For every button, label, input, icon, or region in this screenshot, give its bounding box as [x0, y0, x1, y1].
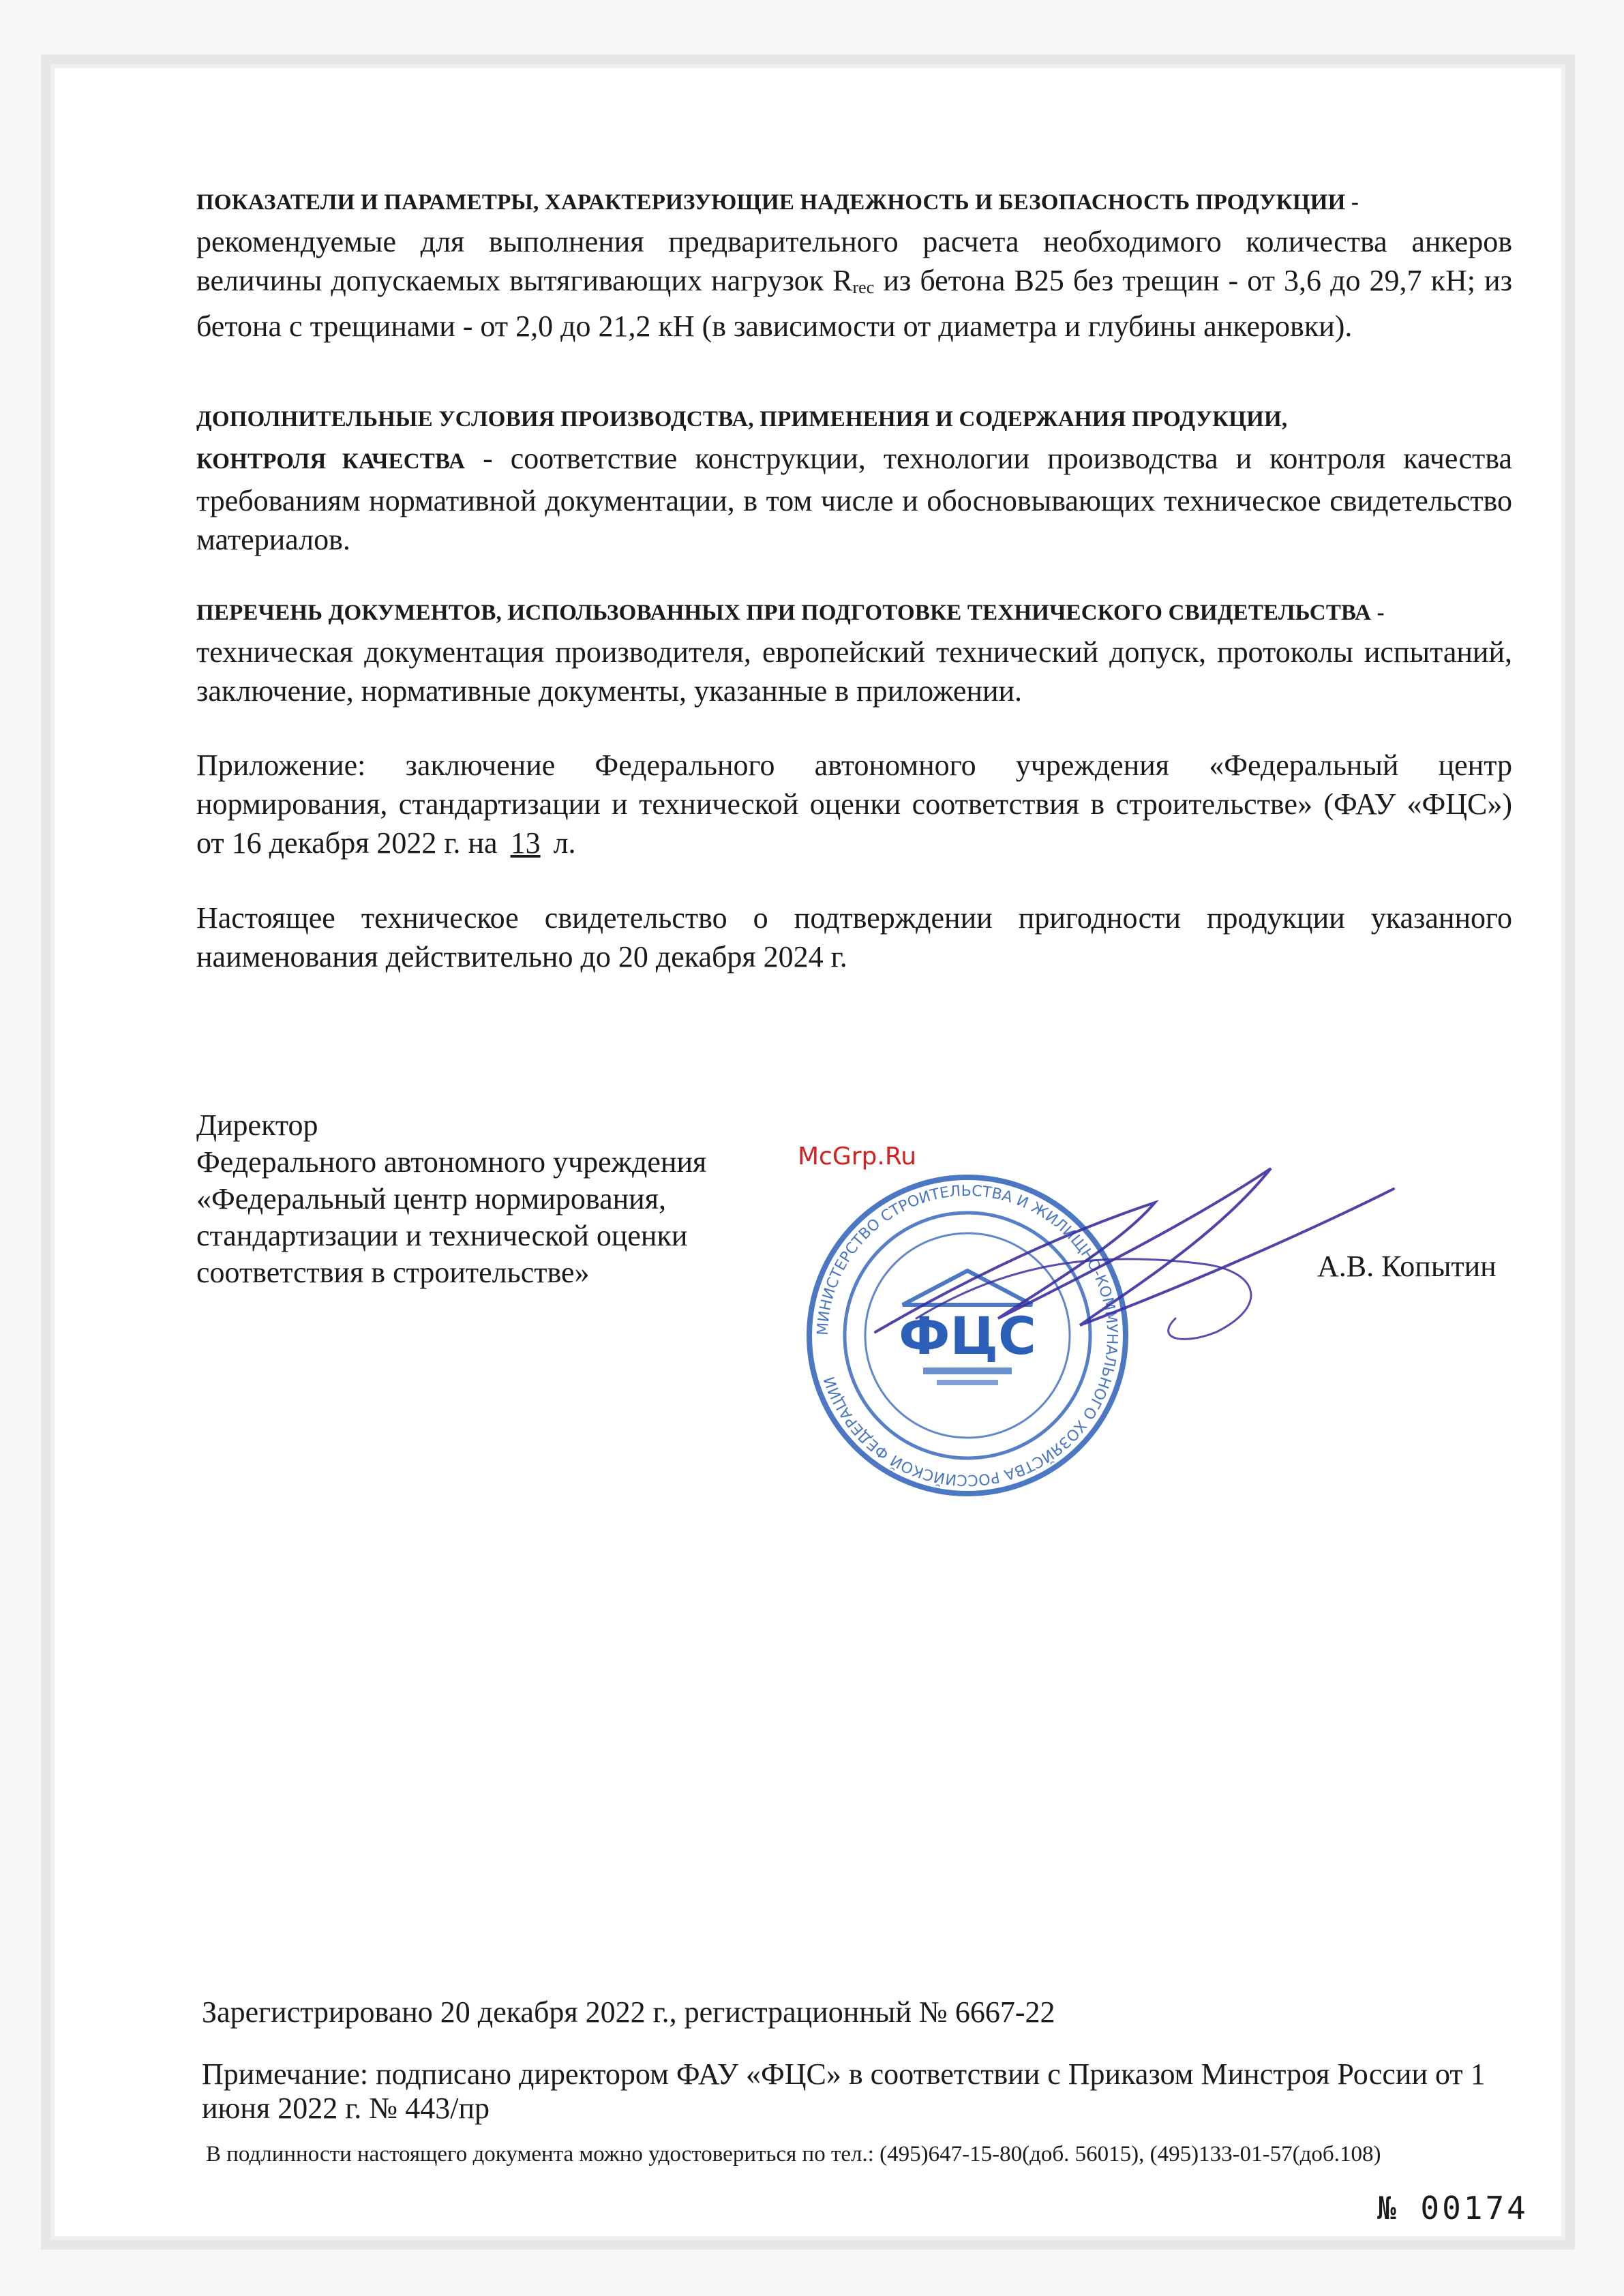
- signatory-line: «Федеральный центр нормирования,: [196, 1182, 666, 1215]
- section-conditions-heading2: КОНТРОЛЯ КАЧЕСТВА: [196, 449, 466, 474]
- document-page: [41, 55, 1575, 2250]
- appendix: [196, 746, 1512, 862]
- section-conditions-text: - соответствие конструкции, технологии производства и контроля качества требованиям нормативной документации, в том числе и обосновывающих техническое свидетельство материалов.: [196, 442, 1512, 556]
- serial-value: 00174: [1420, 2190, 1529, 2226]
- stamp-center-text: ФЦС: [899, 1305, 1036, 1366]
- verify-text: В подлинности настоящего документа можно удостовериться по тел.: (495)647-15-80(доб. 56015), (495)133-01-57(доб.108): [206, 2142, 1381, 2166]
- subscript-rec: rec: [852, 277, 875, 297]
- note-text: Примечание: подписано директором ФАУ «ФЦС» в соответствии с Приказом Минстроя России от 1 июня 2022 г. № 443/пр: [202, 2057, 1486, 2125]
- appendix-text: Приложение: заключение Федерального автономного учреждения «Федеральный центр нормирования, стандартизации и технической оценки соответствия в строительстве» (ФАУ «ФЦС») от 16 декабря 2022 г. на: [196, 749, 1512, 860]
- signatory-block: [196, 1107, 706, 1291]
- section-reliability-text-cont: из бетона В25 без трещин - от 3,6 до 29,7 кН; из бетона с трещинами - от 2,0 до 21,2 кН (в зависимости от диаметра и глубины анкеровки).: [196, 264, 1512, 343]
- appendix-pages: 13: [510, 826, 541, 860]
- handwritten-signature-icon: [834, 1162, 1400, 1366]
- stamp-ring-text: МИНИСТЕРСТВО СТРОИТЕЛЬСТВА И ЖИЛИЩНО-КОММУНАЛЬНОГО ХОЗЯЙСТВА РОССИЙСКОЙ ФЕДЕРАЦИИ: [814, 1182, 1121, 1489]
- section-documents-heading: ПЕРЕЧЕНЬ ДОКУМЕНТОВ, ИСПОЛЬЗОВАННЫХ ПРИ ПОДГОТОВКЕ ТЕХНИЧЕСКОГО СВИДЕТЕЛЬСТВА -: [196, 601, 1385, 625]
- serial-number: [1377, 2190, 1529, 2226]
- registration-text: Зарегистрировано 20 декабря 2022 г., регистрационный № 6667-22: [202, 1995, 1055, 2029]
- section-reliability-heading: ПОКАЗАТЕЛИ И ПАРАМЕТРЫ, ХАРАКТЕРИЗУЮЩИЕ НАДЕЖНОСТЬ И БЕЗОПАСНОСТЬ ПРОДУКЦИИ -: [196, 190, 1359, 215]
- appendix-suffix: л.: [545, 826, 576, 860]
- watermark: McGrp.Ru: [798, 1143, 917, 1170]
- section-reliability: [196, 180, 1512, 346]
- section-reliability-text: рекомендуемые для выполнения предварительного расчета необходимого количества анкеров величины допускаемых вытягивающих нагрузок R: [196, 225, 1512, 297]
- signatory-line: Федерального автономного учреждения: [196, 1145, 707, 1179]
- validity-text: Настоящее техническое свидетельство о подтверждении пригодности продукции указанного наименования действительно до 20 декабря 2024 г.: [196, 901, 1512, 973]
- signatory-line: Директор: [196, 1108, 318, 1142]
- validity: [196, 898, 1512, 976]
- signatory-line: стандартизации и технической оценки: [196, 1219, 688, 1252]
- section-conditions: [196, 397, 1512, 559]
- section-conditions-heading: ДОПОЛНИТЕЛЬНЫЕ УСЛОВИЯ ПРОИЗВОДСТВА, ПРИМЕНЕНИЯ И СОДЕРЖАНИЯ ПРОДУКЦИИ,: [196, 407, 1288, 432]
- section-documents: [196, 590, 1512, 710]
- serial-label: №: [1377, 2190, 1399, 2226]
- signatory-name: А.В. Копытин: [1317, 1250, 1497, 1283]
- signatory-line: соответствия в строительстве»: [196, 1256, 590, 1289]
- section-documents-text: техническая документация производителя, европейский технический допуск, протоколы испытаний, заключение, нормативные документы, указанные в приложении.: [196, 635, 1512, 708]
